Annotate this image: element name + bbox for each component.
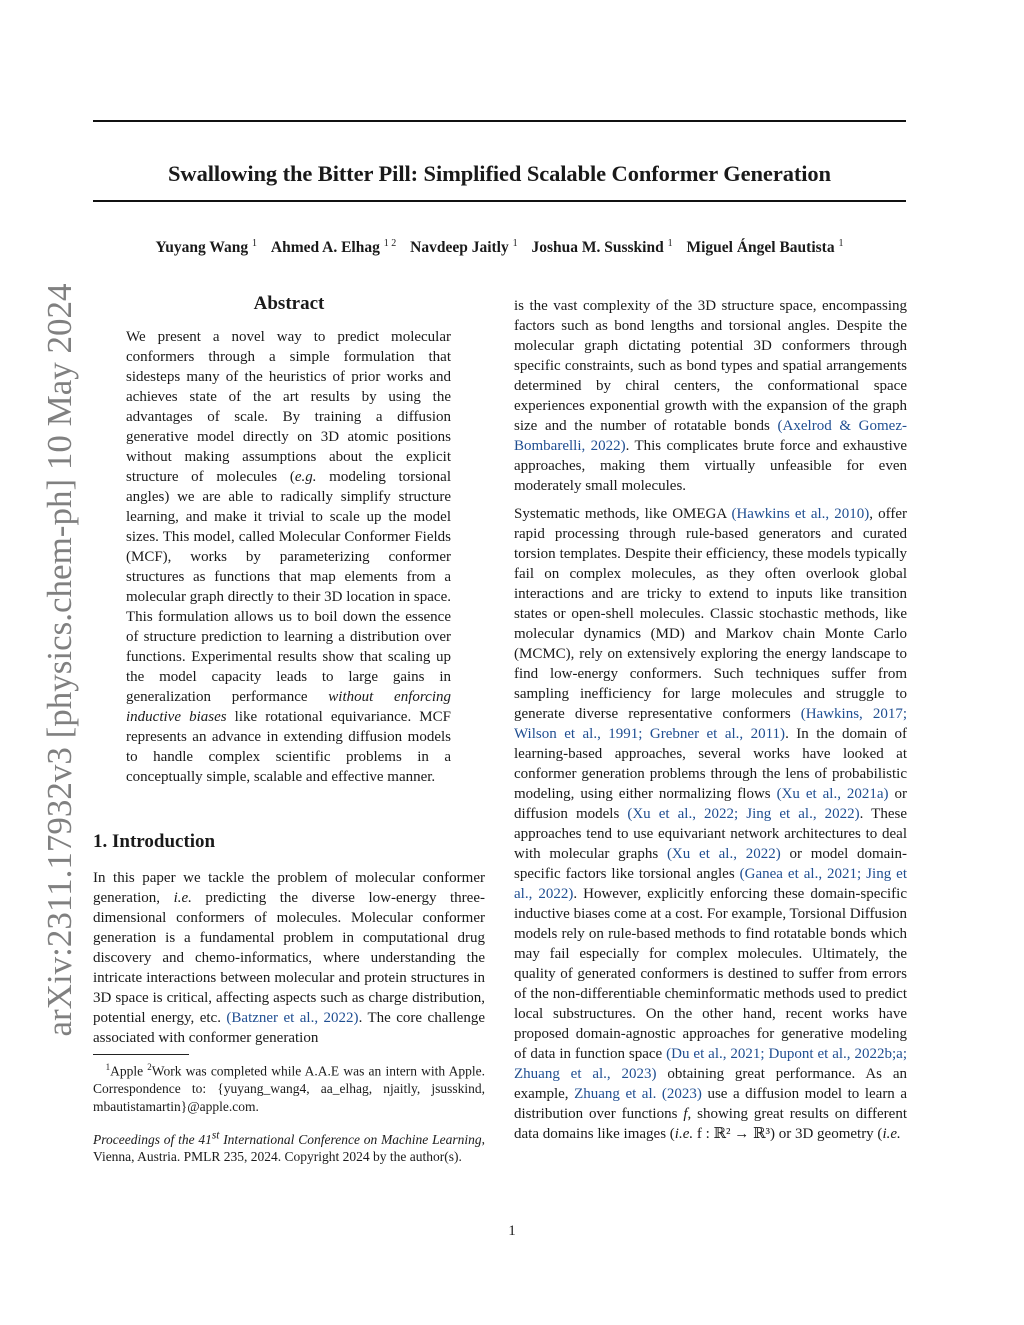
- citation-link[interactable]: (Batzner et al., 2022): [226, 1010, 359, 1026]
- title-rule-top: [93, 120, 906, 122]
- paper-title: Swallowing the Bitter Pill: Simplified Scalable Conformer Generation: [168, 161, 831, 187]
- section-heading-introduction: 1. Introduction: [93, 831, 216, 852]
- citation-link[interactable]: (Ganea et al., 2021; Jing et al., 2022): [514, 866, 907, 902]
- footnote-divider: [93, 1054, 189, 1055]
- affiliation-footnote: $^1$Apple $^2$Work was completed while A.A.E was an intern with Apple. Correspondence to: {yuyang_wang4, aa_elhag, njaitly, jsusskind, mbautistamartin}@apple.com.: [93, 1062, 485, 1114]
- intro-paragraph: In this paper we tackle the problem of molecular conformer generation, i.e. predicting the diverse low-energy three-dimensional conformers of molecules. Molecular conformer generation is a fundamental problem in computational drug discovery and chemo-informatics, where understanding the intricate interactions between molecular and protein structures in 3D space is critical, affecting aspects such as charge distribution, potential energy, etc. (Batzner et al., 2022). The core challenge associated with conformer generation: [93, 870, 486, 1046]
- author: Miguel Ángel Bautista $^1$: [686, 238, 844, 257]
- citation-link[interactable]: (Xu et al., 2022; Jing et al., 2022): [627, 806, 860, 822]
- arxiv-identifier-stamp: arXiv:2311.17932v3 [physics.chem-ph] 10 May 2024: [40, 283, 79, 1037]
- author-list: [93, 238, 906, 257]
- citation-link[interactable]: (Du et al., 2021; Dupont et al., 2022b;a; Zhuang et al., 2023): [514, 1046, 907, 1082]
- citation-link[interactable]: Zhuang et al. (2023): [574, 1086, 702, 1102]
- page-number: 1: [508, 1223, 516, 1239]
- author: Navdeep Jaitly $^1$: [410, 238, 518, 257]
- citation-link[interactable]: (Xu et al., 2022): [666, 846, 781, 862]
- author: Joshua M. Susskind $^1$: [531, 238, 673, 257]
- author: Ahmed A. Elhag $^{1 2}$: [270, 238, 397, 257]
- citation-link[interactable]: (Hawkins et al., 2010): [731, 506, 870, 522]
- left-column: [93, 292, 485, 1166]
- right-column: [514, 296, 907, 1144]
- citation-link[interactable]: (Hawkins, 2017; Wilson et al., 1991; Grebner et al., 2011): [514, 706, 907, 742]
- citation-link[interactable]: (Axelrod & Gomez-Bombarelli, 2022): [514, 418, 907, 454]
- venue-notice: Proceedings of the 41st International Conference on Machine Learning, Vienna, Austria. PMLR 235, 2024. Copyright 2024 by the author(s).: [93, 1129, 485, 1164]
- abstract-body: We present a novel way to predict molecular conformers through a simple formulation that sidesteps many of the heuristics of prior works and achieves state of the art results by using the advantages of scale. By training a diffusion generative model directly on 3D atomic positions without making assumptions about the explicit structure of molecules (e.g. modeling torsional angles) we are able to radically simplify structure learning, and make it trivial to scale up the model sizes. This model, called Molecular Conformer Fields (MCF), works by parameterizing conformer structures as functions that map elements from a molecular graph directly to their 3D location in space. This formulation allows us to boil down the essence of structure prediction to learning a distribution over functions. Experimental results show that scaling up the model capacity leads to large gains in generalization performance without enforcing inductive biases like rotational equivariance. MCF represents an advance in extending diffusion models to handle complex scientific problems in a conceptually simple, scalable and effective manner.: [126, 329, 452, 785]
- body-paragraph: is the vast complexity of the 3D structure space, encompassing factors such as bond lengths and torsional angles. Despite the molecular graph dictating potential 3D conformers through specific constraints, such as bond types and spatial arrangements determined by chiral centers, the conformational space experiences exponential growth with the expansion of the graph size and the number of rotatable bonds (Axelrod & Gomez-Bombarelli, 2022). This complicates brute force and exhaustive approaches, making them virtually unfeasible for even moderately small molecules.: [514, 298, 908, 494]
- abstract-heading: Abstract: [253, 293, 325, 314]
- author: Yuyang Wang $^1$: [155, 238, 258, 257]
- citation-link[interactable]: (Xu et al., 2021a): [776, 786, 889, 802]
- body-paragraph: Systematic methods, like OMEGA (Hawkins et al., 2010), offer rapid processing through rule-based generators and curated torsion templates. Despite their efficiency, these models typically fail on complex molecules, as they often overlook global interactions and are tricky to extend to inputs like transition states or open-shell molecules. Classic stochastic methods, like molecular dynamics (MD) and Markov chain Monte Carlo (MCMC), rely on extensively exploring the energy landscape to find low-energy conformers. Such techniques suffer from sampling inefficiency for large molecules and struggle to generate diverse representative conformers (Hawkins, 2017; Wilson et al., 1991; Grebner et al., 2011). In the domain of learning-based approaches, several works have looked at conformer generation problems through the lens of probabilistic modeling, using either normalizing flows (Xu et al., 2021a) or diffusion models (Xu et al., 2022; Jing et al., 2022). These approaches tend to use equivariant network architectures to deal with molecular graphs (Xu et al., 2022) or model domain-specific factors like torsional angles (Ganea et al., 2021; Jing et al., 2022). However, explicitly enforcing these domain-specific inductive biases come at a cost. For example, Torsional Diffusion models rely on rule-based methods to find rotatable bonds which may fail especially for complex molecules. Ultimately, the quality of generated conformers is destined to suffer from errors of the non-differentiable cheminformatic methods used to predict local substructures. On the other hand, recent works have proposed domain-agnostic approaches for generative modeling of data in function space (Du et al., 2021; Dupont et al., 2022b;a; Zhuang et al., 2023) obtaining great performance. As an example, Zhuang et al. (2023) use a diffusion model to learn a distribution over functions f, showing great results on different data domains like images (i.e. f : ℝ² → ℝ³) or 3D geometry (i.e.: [514, 506, 908, 1142]
- title-rule-bottom: [93, 200, 906, 202]
